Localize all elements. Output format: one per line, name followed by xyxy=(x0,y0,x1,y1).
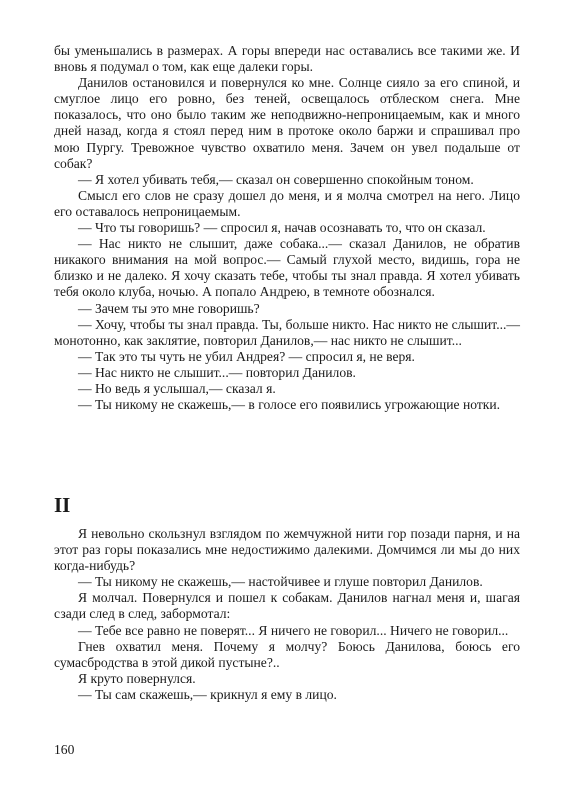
paragraph: — Но ведь я услышал,— сказал я. xyxy=(78,380,276,396)
paragraph: Я молчал. Повернулся и пошел к собакам. Данилов нагнал меня и, шагая сзади след в след, забормотал: xyxy=(54,590,520,622)
paragraph: бы уменьшались в размерах. А горы впереди нас оставались все такими же. И вновь я подумал о том, как еще далеки горы. xyxy=(54,43,520,75)
section-heading: II xyxy=(54,493,71,517)
paragraph: — Зачем ты это мне говоришь? xyxy=(78,300,260,316)
paragraph: Гнев охватил меня. Почему я молчу? Боюсь Данилова, боюсь его сумасбродства в этой дикой пустыне?.. xyxy=(54,638,520,670)
paragraph: Я круто повернулся. xyxy=(78,670,196,686)
paragraph: Данилов остановился и повернулся ко мне. Солнце сияло за его спиной, и смуглое лицо его ровно, без теней, освещалось отблеском снега. Мне показалось, что оно было таким же неподвижно-непроницаемым, как и много дней назад, когда я стоял перед ним в протоке около баржи и спрашивал про мою Пургу. Тревожное чувство охватило меня. Зачем он увел подальше от собак? xyxy=(54,75,520,171)
paragraph: — Хочу, чтобы ты знал правда. Ты, больше никто. Нас никто не слышит...— монотонно, как заклятие, повторил Данилов,— нас никто не слышит... xyxy=(54,316,520,348)
paragraph: — Ты никому не скажешь,— в голосе его появились угрожающие нотки. xyxy=(78,397,501,413)
text-block-bottom xyxy=(54,526,520,703)
paragraph: — Я хотел убивать тебя,— сказал он совершенно спокойным тоном. xyxy=(78,171,474,187)
paragraph: — Ты сам скажешь,— крикнул я ему в лицо. xyxy=(78,686,337,702)
paragraph: — Что ты говоришь? — спросил я, начав осознавать то, что он сказал. xyxy=(78,220,486,236)
paragraph: — Так это ты чуть не убил Андрея? — спросил я, не веря. xyxy=(78,348,415,364)
paragraph: Я невольно скользнул взглядом по жемчужной нити гор позади парня, и на этот раз горы показались мне недостижимо далекими. Домчимся ли мы до них когда-нибудь? xyxy=(54,526,520,574)
paragraph: — Нас никто не слышит, даже собака...— сказал Данилов, не обратив никакого внимания на мой вопрос.— Самый глухой место, видишь, гора не близко и не далеко. Я хочу сказать тебе, чтобы ты знал правда. Я хотел убивать тебя около клуба, ночью. А попало Андрею, в темноте обознался. xyxy=(54,236,520,300)
paragraph: Смысл его слов не сразу дошел до меня, и я молча смотрел на него. Лицо его оставалось непроницаемым. xyxy=(54,187,520,219)
paragraph: — Нас никто не слышит...— повторил Данилов. xyxy=(78,364,356,380)
paragraph: — Тебе все равно не поверят... Я ничего не говорил... Ничего не говорил... xyxy=(78,622,509,638)
text-block-top xyxy=(54,43,520,413)
paragraph: — Ты никому не скажешь,— настойчивее и глуше повторил Данилов. xyxy=(78,574,483,590)
page-number: 160 xyxy=(54,742,75,757)
